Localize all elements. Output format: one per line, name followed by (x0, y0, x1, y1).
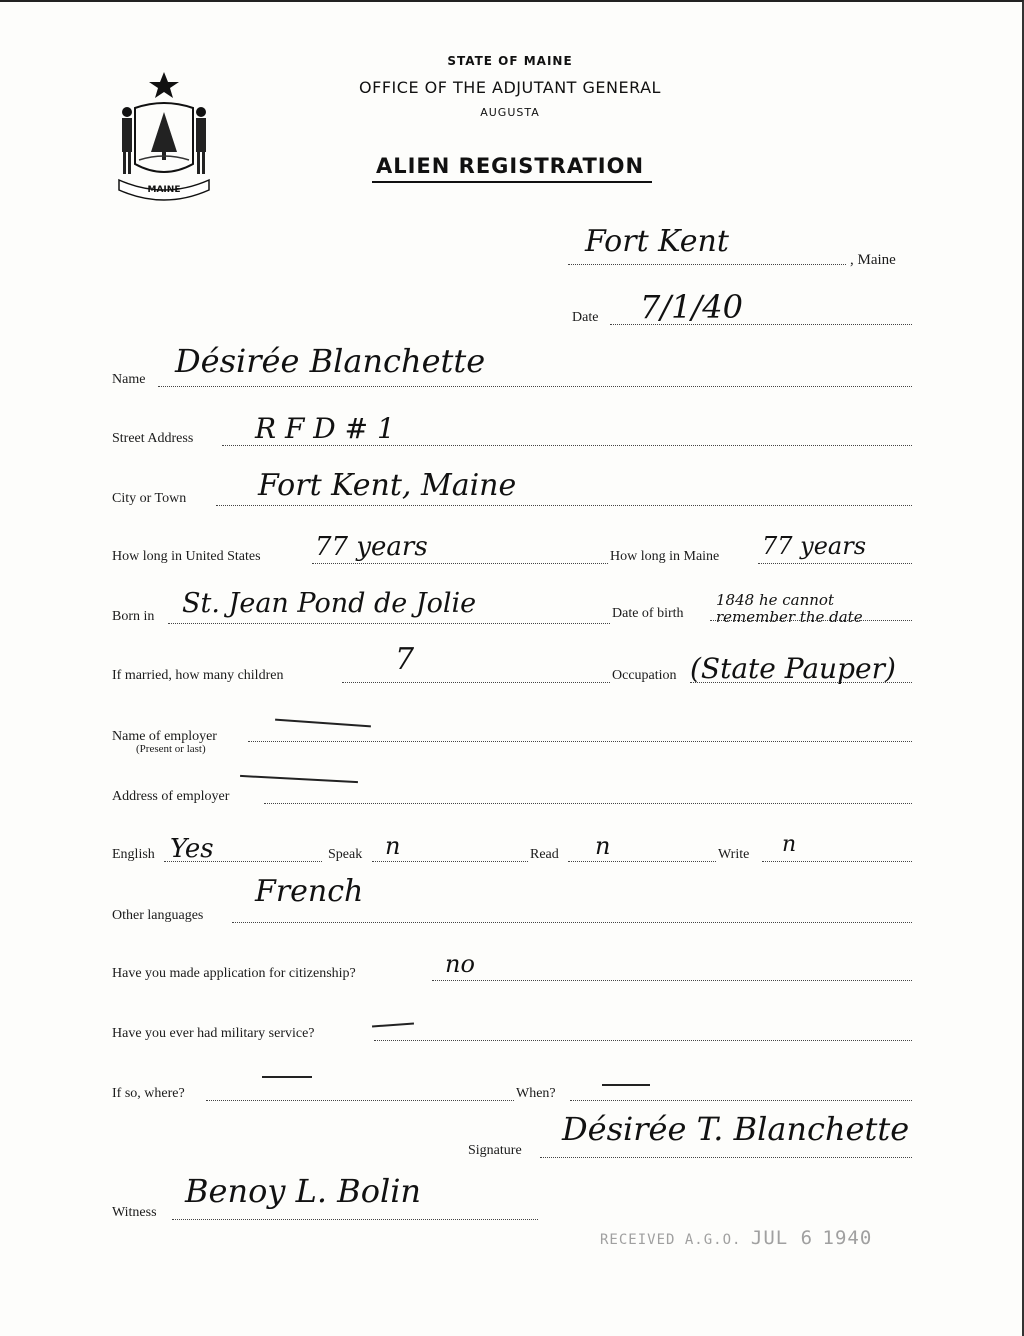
write-value: n (782, 832, 797, 857)
children-value: 7 (395, 642, 415, 677)
write-label: Write (718, 847, 750, 862)
title-underline (372, 181, 652, 183)
citizenship-value: no (445, 950, 475, 978)
date-label: Date (572, 310, 599, 325)
military-label: Have you ever had military service? (112, 1026, 315, 1041)
received-stamp (600, 1227, 872, 1249)
children-line (342, 682, 610, 683)
dob-label: Date of birth (612, 606, 684, 621)
dob-value: 1848 he cannot remember the date (716, 591, 863, 626)
citizenship-line (432, 980, 912, 981)
english-label: English (112, 847, 155, 862)
maine-label: How long in Maine (610, 549, 720, 564)
read-line (568, 861, 716, 862)
employer-address-label: Address of employer (112, 789, 230, 804)
english-value: Yes (170, 834, 214, 864)
born-label: Born in (112, 609, 155, 624)
signature-line (540, 1157, 912, 1158)
seal-text: MAINE (147, 185, 181, 195)
maine-line (758, 563, 912, 564)
stamp-year: 1940 (822, 1227, 873, 1249)
signature-value: Désirée T. Blanchette (562, 1110, 910, 1148)
us-line (312, 563, 608, 564)
employer-line (248, 741, 912, 742)
place-value: Fort Kent (585, 224, 729, 259)
where-label: If so, where? (112, 1086, 185, 1101)
street-line (222, 445, 912, 446)
employer-sublabel: (Present or last) (136, 743, 206, 755)
occupation-value: (State Pauper) (690, 652, 896, 685)
us-label: How long in United States (112, 549, 261, 564)
stamp-date: JUL 6 (750, 1227, 814, 1249)
name-label: Name (112, 372, 146, 387)
witness-line (172, 1219, 538, 1220)
street-label: Street Address (112, 431, 194, 446)
read-label: Read (530, 847, 559, 862)
children-label: If married, how many children (112, 668, 284, 683)
employer-dash (275, 719, 371, 728)
speak-value: n (385, 832, 401, 860)
other-languages-label: Other languages (112, 908, 204, 923)
where-dash (262, 1076, 312, 1078)
speak-label: Speak (328, 847, 363, 862)
place-suffix: , Maine (850, 252, 896, 268)
header-state: STATE OF MAINE (447, 54, 573, 68)
city-value: Fort Kent, Maine (258, 468, 517, 503)
military-line (374, 1040, 912, 1041)
name-line (158, 386, 912, 387)
maine-state-seal-icon (113, 68, 215, 202)
when-line (570, 1100, 912, 1101)
header-city: AUGUSTA (480, 106, 540, 119)
military-dash (372, 1023, 414, 1028)
street-value: R F D # 1 (255, 412, 395, 445)
witness-label: Witness (112, 1205, 157, 1220)
form-title: ALIEN REGISTRATION (375, 154, 645, 178)
stamp-text: RECEIVED A.G.O. (600, 1232, 742, 1248)
date-value: 7/1/40 (640, 288, 743, 326)
read-value: n (595, 832, 611, 860)
place-line (568, 264, 846, 265)
maine-value: 77 years (762, 532, 867, 560)
name-value: Désirée Blanchette (175, 342, 486, 380)
employer-label: Name of employer (112, 729, 217, 744)
employer-address-line (264, 803, 912, 804)
citizenship-label: Have you made application for citizenship? (112, 966, 356, 981)
when-label: When? (516, 1086, 556, 1101)
where-line (206, 1100, 514, 1101)
when-dash (602, 1084, 650, 1086)
signature-label: Signature (468, 1143, 522, 1158)
city-line (216, 505, 912, 506)
witness-value: Benoy L. Bolin (185, 1172, 422, 1210)
us-value: 77 years (315, 532, 428, 562)
other-languages-value: French (255, 874, 364, 909)
occupation-label: Occupation (612, 668, 677, 683)
employer-address-dash (240, 775, 358, 783)
header-office: OFFICE OF THE ADJUTANT GENERAL (359, 78, 661, 97)
speak-line (372, 861, 528, 862)
born-line (168, 623, 610, 624)
city-label: City or Town (112, 491, 187, 506)
other-languages-line (232, 922, 912, 923)
born-value: St. Jean Pond de Jolie (182, 588, 477, 619)
write-line (762, 861, 912, 862)
